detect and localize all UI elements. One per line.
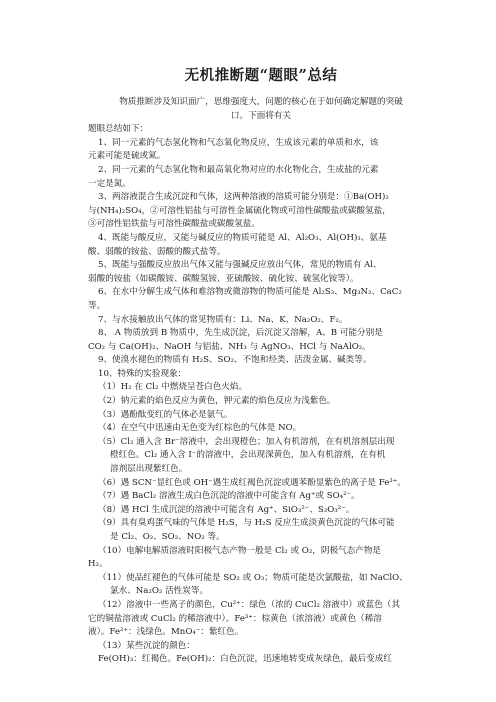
text-line: 等。 <box>88 300 106 311</box>
text-line: 7、与水接触放出气体的常见物质有：Li、Na、K、Na₂O₂、F₂。 <box>98 314 348 325</box>
text-line: （7）遇 BaCl₂ 溶液生成白色沉淀的溶液中可能含有 Ag⁺或 SO₄²⁻。 <box>98 491 360 502</box>
text-line: 橙红色。Cl₂ 通入含 I⁻的溶液中，会出现深黄色，加入有机溶剂，在有机 <box>110 450 386 461</box>
text-line: 6、在水中分解生成气体和难溶物或微溶物的物质可能是 Al₂S₃、Mg₃N₂、CaC₂ <box>98 287 402 298</box>
intro-line: 物质推断涉及知识面广，思维强度大，问题的核心在于如何确定解题的突破 <box>119 97 403 107</box>
text-line: （12）溶液中一些离子的颜色，Cu²⁺：绿色（浓的 CuCl₂ 溶液中）或蓝色（其 <box>98 599 400 610</box>
text-line: Fe(OH)₃：红褐色。Fe(OH)₂：白色沉淀，迅速地转变成灰绿色，最后变成红 <box>98 654 392 665</box>
text-line: 10、特殊的实验现象： <box>98 368 187 379</box>
text-line: （2）钠元素的焰色反应为黄色，钾元素的焰色反应为浅紫色。 <box>98 396 336 407</box>
text-line: （13）某些沉淀的颜色： <box>98 640 195 651</box>
text-line: （3）遇酚酞变红的气体必是氨气。 <box>98 409 233 420</box>
text-line: （5）Cl₂ 通入含 Br⁻溶液中，会出现橙色；加入有机溶剂，在有机溶剂层出现 <box>98 436 395 447</box>
text-line: （9）具有臭鸡蛋气味的气体是 H₂S，与 H₂S 反应生成淡黄色沉淀的气体可能 <box>98 518 395 529</box>
text-line: 3、两溶液混合生成沉淀和气体，这两种溶液的溶质可能分别是：①Ba(OH)₂ <box>98 192 389 203</box>
text-line: 一定是氮。 <box>88 178 131 189</box>
text-line: 5、既能与强酸反应放出气体又能与强碱反应放出气体，常见的物质有 Al、 <box>98 260 382 271</box>
text-line: 弱酸的铵盐（如碳酸铵、碳酸氢铵、亚硫酸铵、硫化铵、硫氢化铵等）。 <box>88 273 359 284</box>
text-line: 它的铜盐溶液或 CuCl₂ 的稀溶液中）。Fe³⁺：棕黄色（浓溶液）或黄色（稀溶 <box>88 613 382 624</box>
document-body <box>88 123 434 667</box>
text-line: 元素可能是硫或氮。 <box>88 151 166 162</box>
text-line: 溶剂层出现紫红色。 <box>110 464 188 475</box>
text-line: CO₂ 与 Ca(OH)₂、NaOH 与铝盐、NH₃ 与 AgNO₃、HCl 与 NaAlO₂。 <box>88 341 371 352</box>
text-line: ③可溶性铝铁盐与可溶性碳酸盐或碳酸氢盐。 <box>88 219 260 230</box>
text-line: （6）遇 SCN⁻显红色或 OH⁻遇生成红褐色沉淀或遇苯酚显紫色的离子是 Fe³⁺。 <box>98 477 406 488</box>
text-line: 9、使溴水褪色的物质有 H₂S、SO₂、不饱和烃类、活泼金属、碱类等。 <box>98 355 372 366</box>
text-line: 8、 A 物质放到 B 物质中，先生成沉淀，后沉淀又溶解，A、B 可能分别是 <box>98 328 383 339</box>
text-line: 4、既能与酸反应，又能与碱反应的物质可能是 Al、Al₂O₃、Al(OH)₃、氨基 <box>98 232 387 243</box>
text-line: 氯水、Na₂O₂ 活性炭等。 <box>110 586 209 597</box>
text-line: （1）H₂ 在 Cl₂ 中燃烧呈苍白色火焰。 <box>98 382 248 393</box>
text-line: 题眼总结如下： <box>88 124 149 135</box>
text-line: （11）使品红褪色的气体可能是 SO₂ 或 O₃；物质可能是次氯酸盐，如 NaClO、 <box>98 572 408 583</box>
text-line: 1、同一元素的气态氢化物和气态氧化物反应，生成该元素的单质和水，该 <box>98 137 379 148</box>
text-line: H₂。 <box>88 559 108 570</box>
intro-line: 口。下面将有关 <box>230 110 292 121</box>
text-line: 2、同一元素的气态氢化物和最高氧化物对应的水化物化合，生成盐的元素 <box>98 164 379 175</box>
text-line: 液）。Fe²⁺：浅绿色。MnO₄⁻：紫红色。 <box>88 627 244 638</box>
document-title: 无机推断题“题眼”总结 <box>184 67 338 84</box>
text-line: （10）电解电解质溶液时阳极气态产物一般是 Cl₂ 或 O₂，阴极气态产物是 <box>98 545 382 556</box>
text-line: 酸、弱酸的铵盐、弱酸的酸式盐等。 <box>88 246 226 257</box>
text-line: 与(NH₄)₂SO₄，②可溶性铝盐与可溶性金属硫化物或可溶性碳酸盐或碳酸氢盐， <box>88 205 391 216</box>
text-line: （4）在空气中迅速由无色变为红棕色的气体是 NO。 <box>98 423 302 434</box>
text-line: 是 Cl₂、O₂、SO₂、NO₂ 等。 <box>110 532 225 542</box>
text-line: （8）遇 HCl 生成沉淀的溶液中可能含有 Ag⁺、SiO₃²⁻、S₂O₃²⁻。 <box>98 504 355 515</box>
